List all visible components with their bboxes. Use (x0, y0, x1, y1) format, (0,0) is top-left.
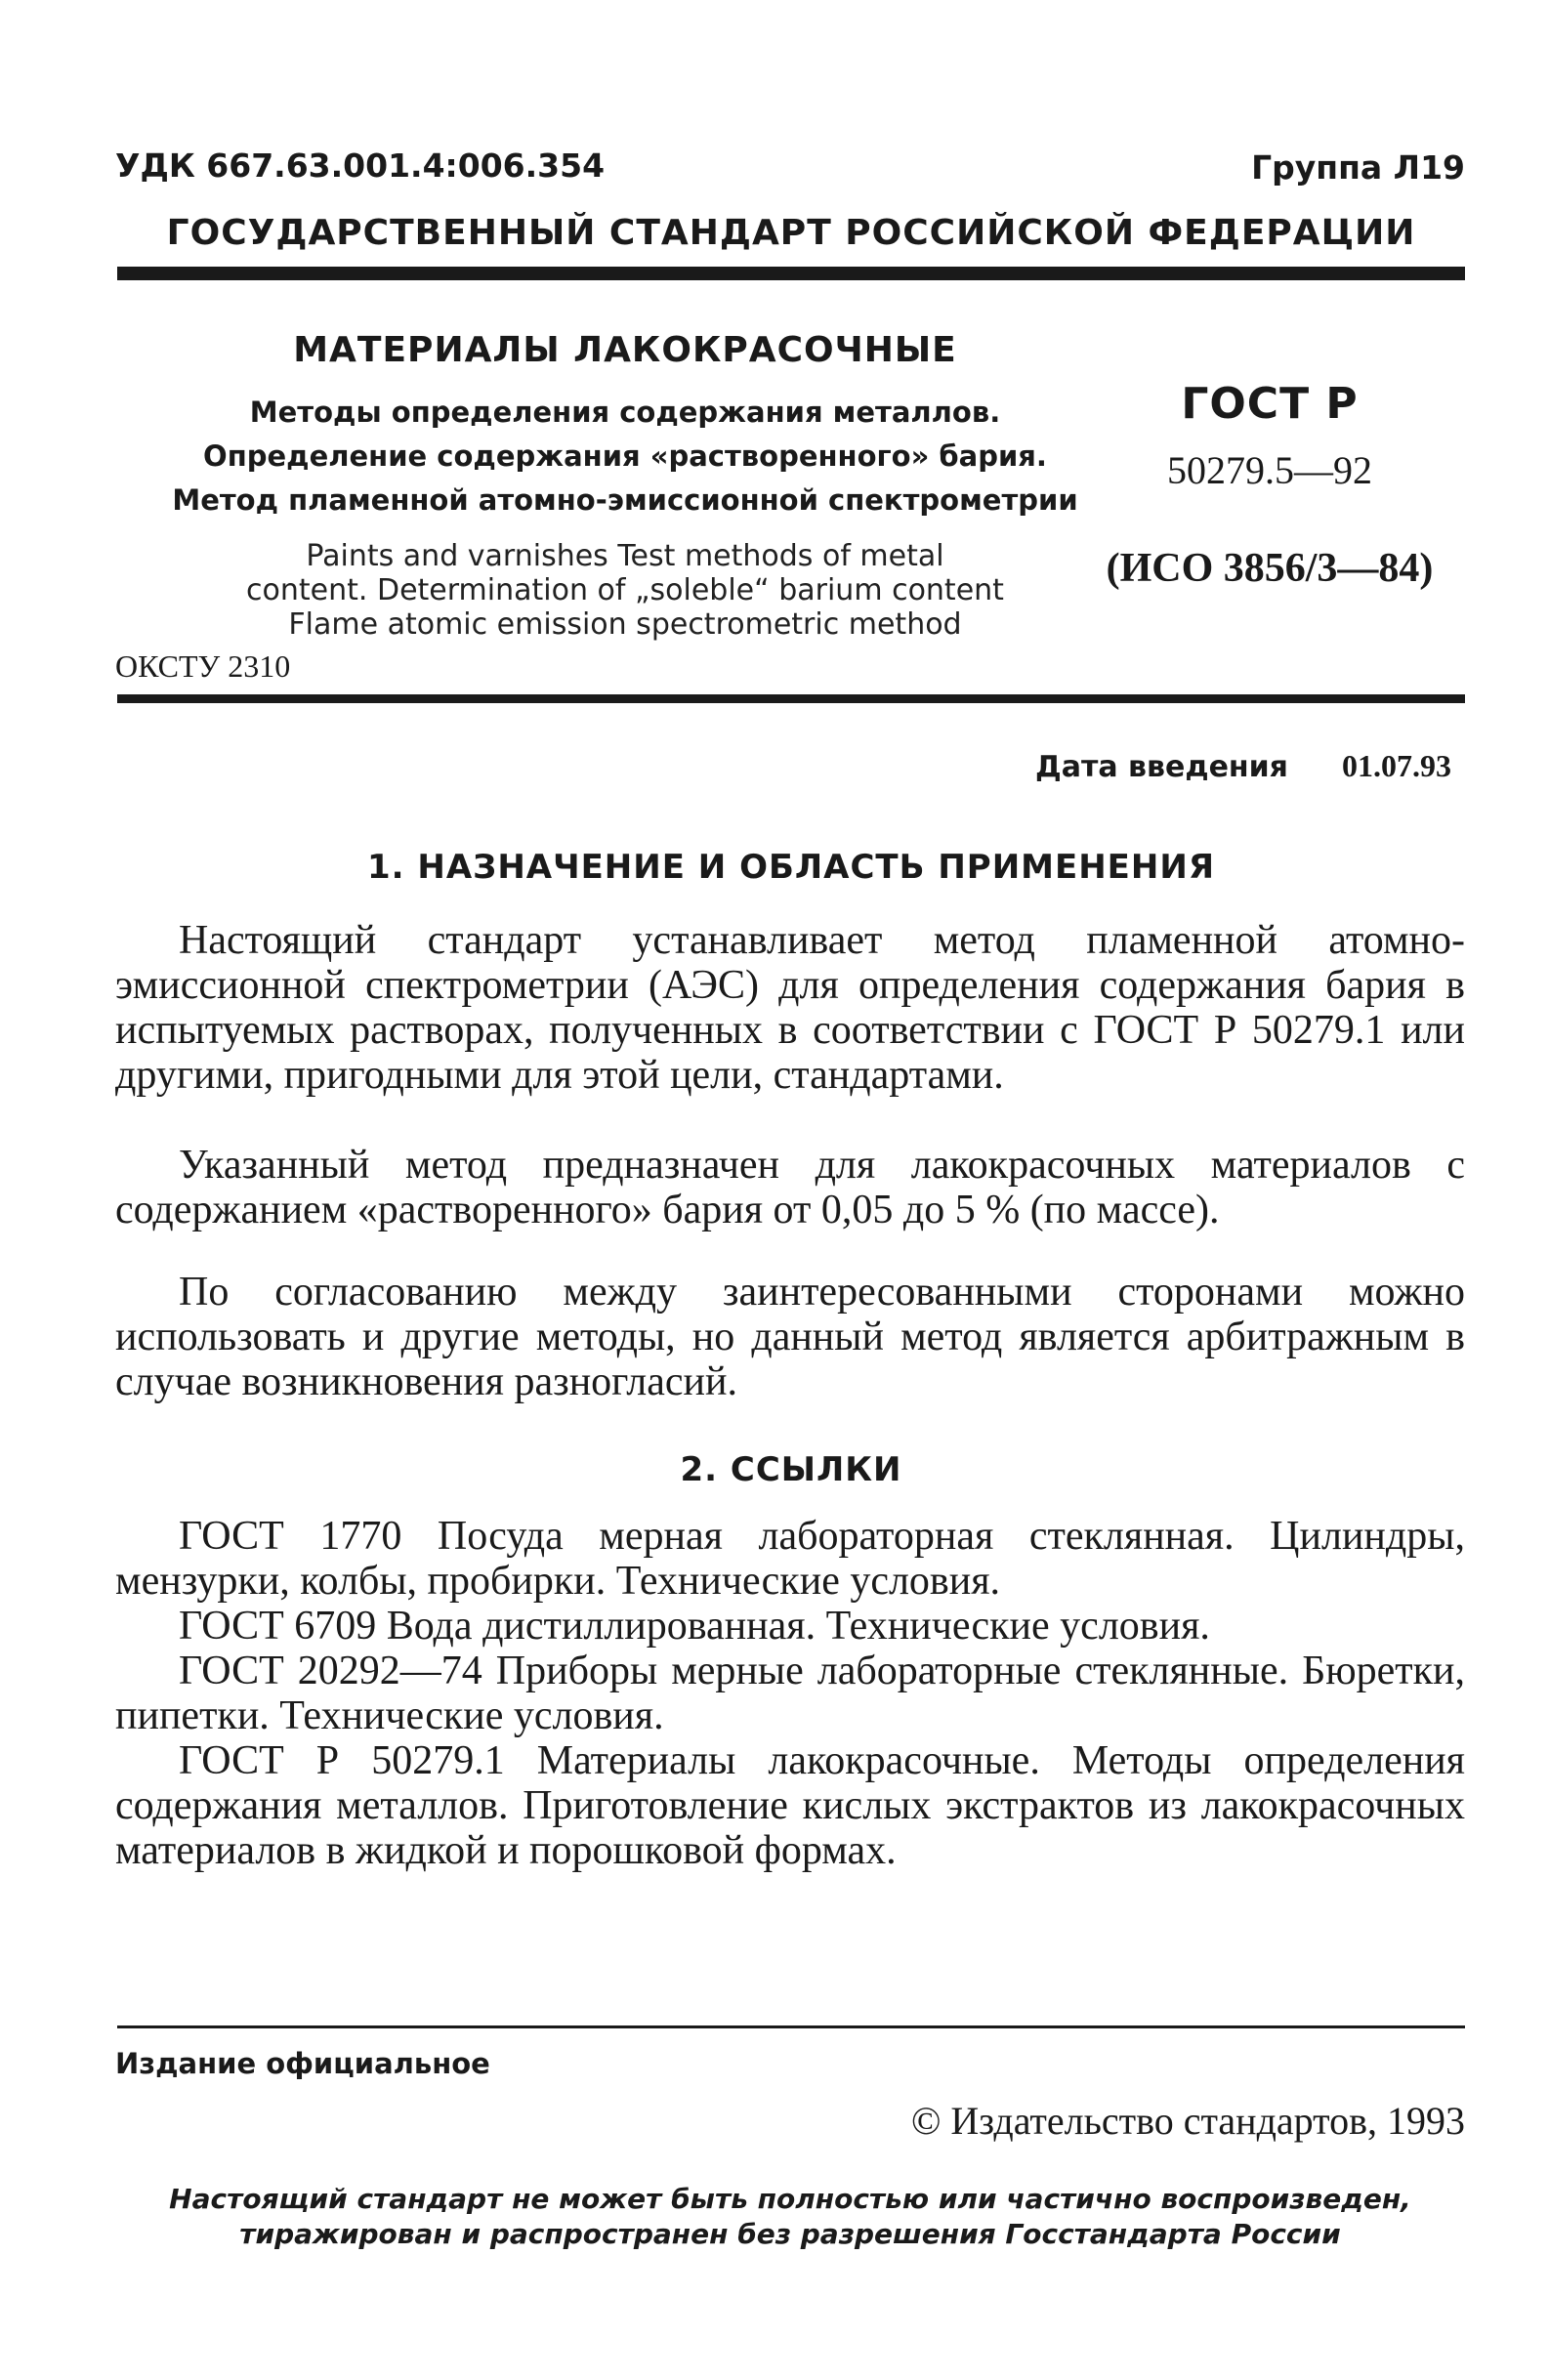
reproduction-notice-line: тиражирован и распространен без разрешения Госстандарта России (239, 2218, 1341, 2250)
state-standard-title: ГОСУДАРСТВЕННЫЙ СТАНДАРТ РОССИЙСКОЙ ФЕДЕРАЦИИ (166, 213, 1416, 253)
reproduction-notice-line: Настоящий стандарт не может быть полностью или частично воспроизведен, (169, 2183, 1411, 2215)
reference-item: ГОСТ 20292—74 Приборы мерные лабораторные стеклянные. Бюретки, пипетки. Технические условия. (115, 1649, 1465, 1738)
udk-code: УДК 667.63.001.4:006.354 (115, 146, 606, 185)
reference-item: ГОСТ 6709 Вода дистиллированная. Технические условия. (179, 1604, 1210, 1649)
section-1-paragraph: Настоящий стандарт устанавливает метод пламенной атомно-эмиссионной спектрометрии (АЭС) для определения содержания бария в испытуемых растворах, полученных в соответствии с ГОСТ Р 50279.1 или другими, пригодными для этой цели, стандартами. (115, 918, 1465, 1098)
footer-rule (117, 2025, 1465, 2028)
intro-date-label: Дата введения (1035, 750, 1288, 784)
copyright-notice: © Издательство стандартов, 1993 (910, 2099, 1465, 2143)
reference-item: ГОСТ Р 50279.1 Материалы лакокрасочные. Методы определения содержания металлов. Приготовление кислых экстрактов из лакокрасочных материалов в жидкой и порошковой формах. (115, 1738, 1465, 1873)
reference-item: ГОСТ 1770 Посуда мерная лабораторная стеклянная. Цилиндры, мензурки, колбы, пробирки. Технические условия. (115, 1514, 1465, 1604)
section-1-paragraph: По согласованию между заинтересованными сторонами можно использовать и другие методы, но данный метод является арбитражным в случае возникновения разногласий. (115, 1270, 1465, 1404)
intro-date-value: 01.07.93 (1342, 748, 1451, 783)
section-1-paragraph: Указанный метод предназначен для лакокрасочных материалов с содержанием «растворенного» бария от 0,05 до 5 % (по массе). (115, 1143, 1465, 1232)
english-title-line: Flame atomic emission spectrometric method (288, 607, 962, 642)
english-title-line: Paints and varnishes Test methods of metal (306, 539, 944, 573)
english-title-line: content. Determination of „soleble“ barium content (246, 573, 1004, 607)
subtitle-line: Метод пламенной атомно-эмиссионной спектрометрии (172, 483, 1078, 517)
subtitle-line: Определение содержания «растворенного» бария. (203, 439, 1047, 473)
document-subtitle (117, 391, 1133, 522)
header-rule (117, 267, 1465, 280)
official-edition: Издание официальное (115, 2047, 490, 2080)
gost-number: 50279.5—92 (1167, 448, 1372, 492)
group-code: Группа Л19 (1251, 148, 1465, 187)
iso-reference: (ИСО 3856/3—84) (1106, 546, 1434, 591)
okstu-code: ОКСТУ 2310 (115, 648, 291, 684)
gost-label: ГОСТ Р (1181, 379, 1359, 429)
english-title (117, 539, 1133, 642)
section-2-heading: 2. ССЫЛКИ (680, 1450, 902, 1489)
reproduction-notice (115, 2182, 1465, 2252)
section-1-heading: 1. НАЗНАЧЕНИЕ И ОБЛАСТЬ ПРИМЕНЕНИЯ (367, 848, 1215, 887)
subtitle-line: Методы определения содержания металлов. (249, 396, 1001, 429)
title-block-rule (117, 694, 1465, 703)
document-title: МАТЕРИАЛЫ ЛАКОКРАСОЧНЫЕ (293, 330, 957, 370)
